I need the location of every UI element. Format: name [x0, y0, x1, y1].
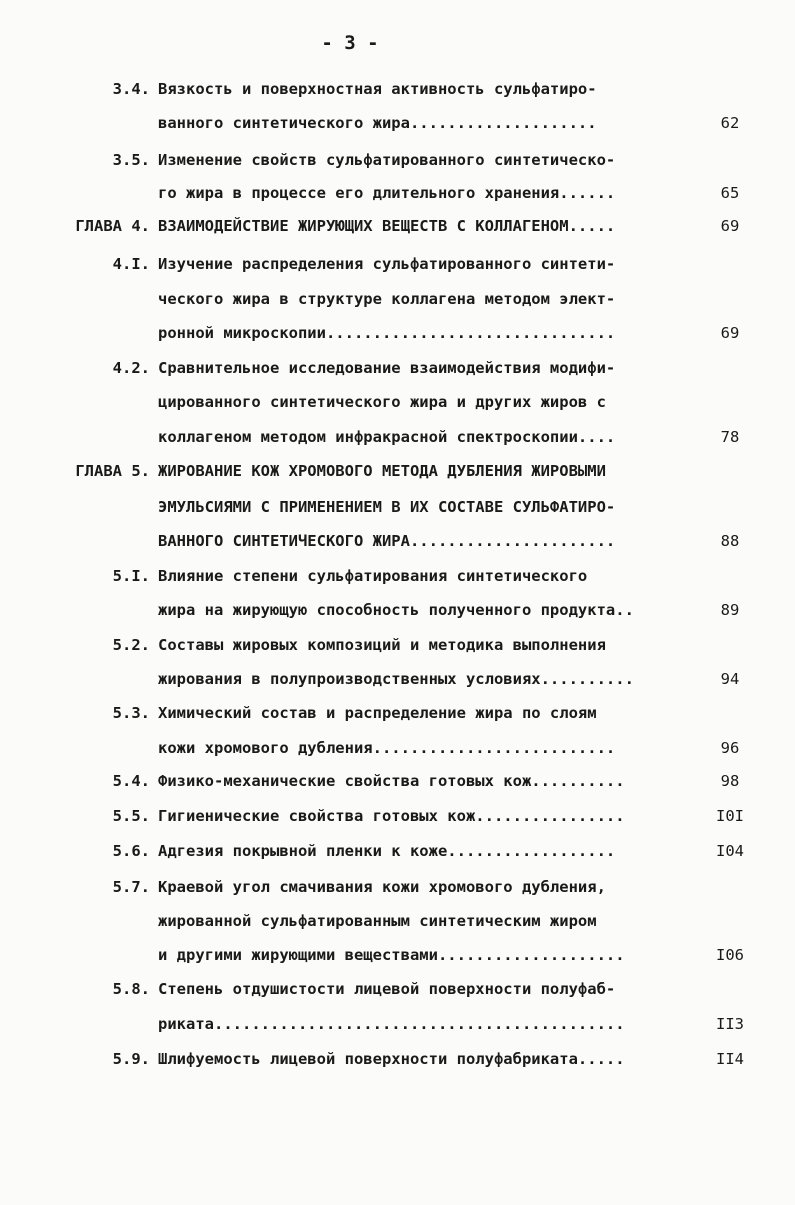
toc-entry-title: ЖИРОВАНИЕ КОЖ ХРОМОВОГО МЕТОДА ДУБЛЕНИЯ ЖИРОВЫМИ — [158, 462, 606, 480]
toc-entry-title: го жира в процессе его длительного хранения...... — [158, 184, 616, 202]
toc-page-number: 89 — [720, 601, 740, 619]
toc-entry-title: ческого жира в структуре коллагена методом элект- — [158, 290, 616, 308]
toc-entry-title: ЭМУЛЬСИЯМИ С ПРИМЕНЕНИЕМ В ИХ СОСТАВЕ СУЛЬФАТИРО- — [158, 498, 616, 516]
toc-entry-title: кожи хромового дубления.......................... — [158, 739, 616, 757]
toc-entry-title: Сравнительное исследование взаимодействия модифи- — [158, 359, 616, 377]
toc-entry-number: 3.5. — [112, 151, 150, 169]
toc-entry-title: Краевой угол смачивания кожи хромового дубления, — [158, 878, 606, 896]
toc-entry-title: ронной микроскопии............................... — [158, 324, 616, 342]
toc-page-number: 88 — [720, 532, 740, 550]
toc-page-number: I06 — [716, 946, 744, 964]
toc-page-number: 94 — [720, 670, 740, 688]
toc-entry-title: Влияние степени сульфатирования синтетического — [158, 567, 588, 585]
toc-entry-number: 5.3. — [112, 704, 150, 722]
toc-entry-number: 5.4. — [112, 772, 150, 790]
toc-entry-title: ВЗАИМОДЕЙСТВИЕ ЖИРУЮЩИХ ВЕЩЕСТВ С КОЛЛАГЕНОМ..... — [158, 217, 616, 235]
toc-entry-title: ВАННОГО СИНТЕТИЧЕСКОГО ЖИРА...................... — [158, 532, 616, 550]
toc-entry-number: 3.4. — [112, 80, 150, 98]
toc-entry-number: ГЛАВА 5. — [75, 462, 150, 480]
toc-entry-title: жирования в полупроизводственных условиях.......... — [158, 670, 634, 688]
toc-entry-title: цированного синтетического жира и других жиров с — [158, 393, 606, 411]
toc-entry-title: коллагеном методом инфракрасной спектроскопии.... — [158, 428, 616, 446]
toc-page-number: II3 — [716, 1015, 744, 1033]
toc-entry-title: ванного синтетического жира.................... — [158, 114, 597, 132]
toc-entry-number: 5.6. — [112, 842, 150, 860]
toc-page-number: 78 — [720, 428, 740, 446]
toc-page-number: 62 — [720, 114, 740, 132]
toc-entry-title: Составы жировых композиций и методика выполнения — [158, 636, 606, 654]
toc-entry-number: ГЛАВА 4. — [75, 217, 150, 235]
toc-entry-title: Адгезия покрывной пленки к коже.................. — [158, 842, 616, 860]
toc-entry-title: Изменение свойств сульфатированного синтетическо- — [158, 151, 616, 169]
toc-entry-title: Химический состав и распределение жира по слоям — [158, 704, 597, 722]
toc-entry-title: жированной сульфатированным синтетическим жиром — [158, 912, 597, 930]
toc-entry-title: Физико-механические свойства готовых кож.......... — [158, 772, 625, 790]
toc-entry-number: 4.I. — [112, 255, 150, 273]
toc-entry-title: Гигиенические свойства готовых кож................ — [158, 807, 625, 825]
toc-entry-title: Шлифуемость лицевой поверхности полуфабриката..... — [158, 1050, 625, 1068]
toc-entry-number: 5.I. — [112, 567, 150, 585]
toc-entry-title: Изучение распределения сульфатированного синтети- — [158, 255, 616, 273]
toc-page-number: 96 — [720, 739, 740, 757]
toc-entry-number: 5.8. — [112, 980, 150, 998]
toc-page-number: 69 — [720, 324, 740, 342]
toc-entry-title: риката............................................ — [158, 1015, 625, 1033]
toc-page-number: 98 — [720, 772, 740, 790]
toc-entry-number: 4.2. — [112, 359, 150, 377]
toc-page-number: II4 — [716, 1050, 744, 1068]
page-number: - 3 - — [321, 32, 379, 54]
toc-entry-number: 5.7. — [112, 878, 150, 896]
toc-entry-number: 5.5. — [112, 807, 150, 825]
toc-page-number: I0I — [716, 807, 744, 825]
toc-entry-title: жира на жирующую способность полученного продукта.. — [158, 601, 634, 619]
toc-page-number: 69 — [720, 217, 740, 235]
toc-entry-title: Степень отдушистости лицевой поверхности полуфаб- — [158, 980, 616, 998]
toc-entry-number: 5.2. — [112, 636, 150, 654]
toc-page-number: I04 — [716, 842, 744, 860]
toc-entry-title: Вязкость и поверхностная активность сульфатиро- — [158, 80, 597, 98]
toc-page-number: 65 — [720, 184, 740, 202]
toc-entry-number: 5.9. — [112, 1050, 150, 1068]
toc-entry-title: и другими жирующими веществами.................... — [158, 946, 625, 964]
